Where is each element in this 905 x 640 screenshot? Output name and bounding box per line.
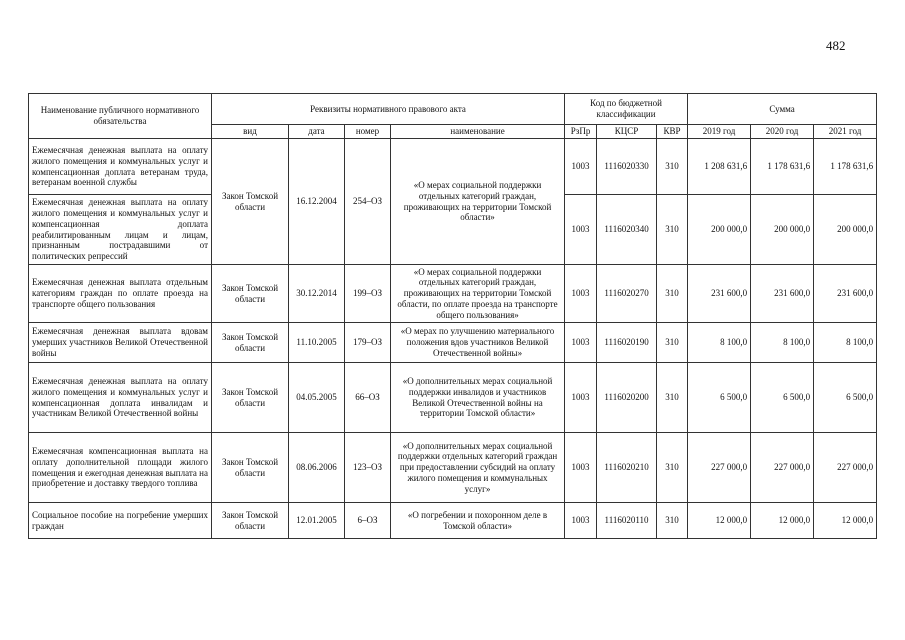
kind-cell: Закон Томской области	[212, 503, 289, 539]
obligation-cell: Ежемесячная денежная выплата вдовам умерших участников Великой Отечественной войны	[29, 323, 212, 363]
sum-2019-cell: 227 000,0	[688, 433, 751, 503]
number-cell: 6–ОЗ	[345, 503, 391, 539]
date-cell: 30.12.2014	[289, 265, 345, 323]
number-cell: 123–ОЗ	[345, 433, 391, 503]
kcsr-cell: 1116020110	[597, 503, 657, 539]
sum-2019-cell: 231 600,0	[688, 265, 751, 323]
act-name-cell: «О мерах социальной поддержки отдельных категорий граждан, проживающих на территории Томской области»	[391, 139, 565, 265]
act-name-cell: «О дополнительных мерах социальной поддержки инвалидов и участников Великой Отечественной войны на территории Томской области»	[391, 363, 565, 433]
act-name-cell: «О мерах по улучшению материального положения вдов участников Великой Отечественной войны»	[391, 323, 565, 363]
table-row	[29, 503, 877, 539]
rzpr-cell: 1003	[565, 195, 597, 265]
header-date: дата	[289, 125, 345, 139]
table-row	[29, 363, 877, 433]
sum-2021-cell: 1 178 631,6	[814, 139, 877, 195]
sum-2020-cell: 227 000,0	[751, 433, 814, 503]
kind-cell: Закон Томской области	[212, 265, 289, 323]
kind-cell: Закон Томской области	[212, 323, 289, 363]
rzpr-cell: 1003	[565, 503, 597, 539]
obligation-cell: Ежемесячная денежная выплата отдельным категориям граждан по оплате проезда на транспорте общего пользования	[29, 265, 212, 323]
header-rzpr: РзПр	[565, 125, 597, 139]
kvr-cell: 310	[657, 265, 688, 323]
obligation-cell: Ежемесячная компенсационная выплата на оплату дополнительной площади жилого помещения и ежегодная денежная выплата на приобретение и доставку твердого топлива	[29, 433, 212, 503]
header-kcsr: КЦСР	[597, 125, 657, 139]
act-name-cell: «О мерах социальной поддержки отдельных категорий граждан, проживающих на территории Томской области, по оплате проезда на транспорте общего пользования»	[391, 265, 565, 323]
date-cell: 12.01.2005	[289, 503, 345, 539]
header-sum: Сумма	[688, 94, 877, 125]
sum-2021-cell: 231 600,0	[814, 265, 877, 323]
kind-cell: Закон Томской области	[212, 433, 289, 503]
rzpr-cell: 1003	[565, 139, 597, 195]
sum-2019-cell: 200 000,0	[688, 195, 751, 265]
page-number: 482	[826, 38, 846, 53]
kcsr-cell: 1116020190	[597, 323, 657, 363]
header-number: номер	[345, 125, 391, 139]
rzpr-cell: 1003	[565, 433, 597, 503]
obligation-cell: Ежемесячная денежная выплата на оплату жилого помещения и коммунальных услуг и компенсационная доплата ветеранам труда, ветеранам военной службы	[29, 139, 212, 195]
sum-2021-cell: 12 000,0	[814, 503, 877, 539]
sum-2020-cell: 8 100,0	[751, 323, 814, 363]
table-row	[29, 265, 877, 323]
sum-2020-cell: 12 000,0	[751, 503, 814, 539]
obligation-cell: Ежемесячная денежная выплата на оплату жилого помещения и коммунальных услуг и компенсационная доплата реабилитированным лицам и лицам, признанным пострадавшими от политических репрессий	[29, 195, 212, 265]
sum-2020-cell: 200 000,0	[751, 195, 814, 265]
sum-2020-cell: 6 500,0	[751, 363, 814, 433]
sum-2021-cell: 8 100,0	[814, 323, 877, 363]
header-2021: 2021 год	[814, 125, 877, 139]
kvr-cell: 310	[657, 323, 688, 363]
obligation-cell: Социальное пособие на погребение умерших граждан	[29, 503, 212, 539]
header-kind: вид	[212, 125, 289, 139]
kcsr-cell: 1116020270	[597, 265, 657, 323]
header-2020: 2020 год	[751, 125, 814, 139]
number-cell: 179–ОЗ	[345, 323, 391, 363]
header-2019: 2019 год	[688, 125, 751, 139]
rzpr-cell: 1003	[565, 265, 597, 323]
kvr-cell: 310	[657, 139, 688, 195]
kind-cell: Закон Томской области	[212, 363, 289, 433]
date-cell: 04.05.2005	[289, 363, 345, 433]
date-cell: 08.06.2006	[289, 433, 345, 503]
header-kvr: КВР	[657, 125, 688, 139]
number-cell: 254–ОЗ	[345, 139, 391, 265]
act-name-cell: «О погребении и похоронном деле в Томской области»	[391, 503, 565, 539]
header-obligation: Наименование публичного нормативного обязательства	[29, 94, 212, 139]
sum-2019-cell: 1 208 631,6	[688, 139, 751, 195]
kvr-cell: 310	[657, 503, 688, 539]
sum-2021-cell: 6 500,0	[814, 363, 877, 433]
header-act-details: Реквизиты нормативного правового акта	[212, 94, 565, 125]
rzpr-cell: 1003	[565, 363, 597, 433]
obligation-cell: Ежемесячная денежная выплата на оплату жилого помещения и коммунальных услуг и компенсационная доплата инвалидам и участникам Великой Отечественной войны	[29, 363, 212, 433]
sum-2019-cell: 12 000,0	[688, 503, 751, 539]
kcsr-cell: 1116020210	[597, 433, 657, 503]
header-budget-code: Код по бюджетной классификации	[565, 94, 688, 125]
number-cell: 66–ОЗ	[345, 363, 391, 433]
sum-2019-cell: 6 500,0	[688, 363, 751, 433]
table-row	[29, 433, 877, 503]
sum-2020-cell: 1 178 631,6	[751, 139, 814, 195]
header-name: наименование	[391, 125, 565, 139]
kvr-cell: 310	[657, 433, 688, 503]
sum-2020-cell: 231 600,0	[751, 265, 814, 323]
kvr-cell: 310	[657, 195, 688, 265]
act-name-cell: «О дополнительных мерах социальной поддержки отдельных категорий граждан при предоставлении субсидий на оплату жилого помещения и коммунальных услуг»	[391, 433, 565, 503]
kvr-cell: 310	[657, 363, 688, 433]
rzpr-cell: 1003	[565, 323, 597, 363]
date-cell: 16.12.2004	[289, 139, 345, 265]
sum-2021-cell: 227 000,0	[814, 433, 877, 503]
kcsr-cell: 1116020340	[597, 195, 657, 265]
sum-2019-cell: 8 100,0	[688, 323, 751, 363]
number-cell: 199–ОЗ	[345, 265, 391, 323]
table-row	[29, 139, 877, 195]
kcsr-cell: 1116020330	[597, 139, 657, 195]
kind-cell: Закон Томской области	[212, 139, 289, 265]
sum-2021-cell: 200 000,0	[814, 195, 877, 265]
obligations-table	[28, 93, 877, 539]
date-cell: 11.10.2005	[289, 323, 345, 363]
kcsr-cell: 1116020200	[597, 363, 657, 433]
table-row	[29, 323, 877, 363]
